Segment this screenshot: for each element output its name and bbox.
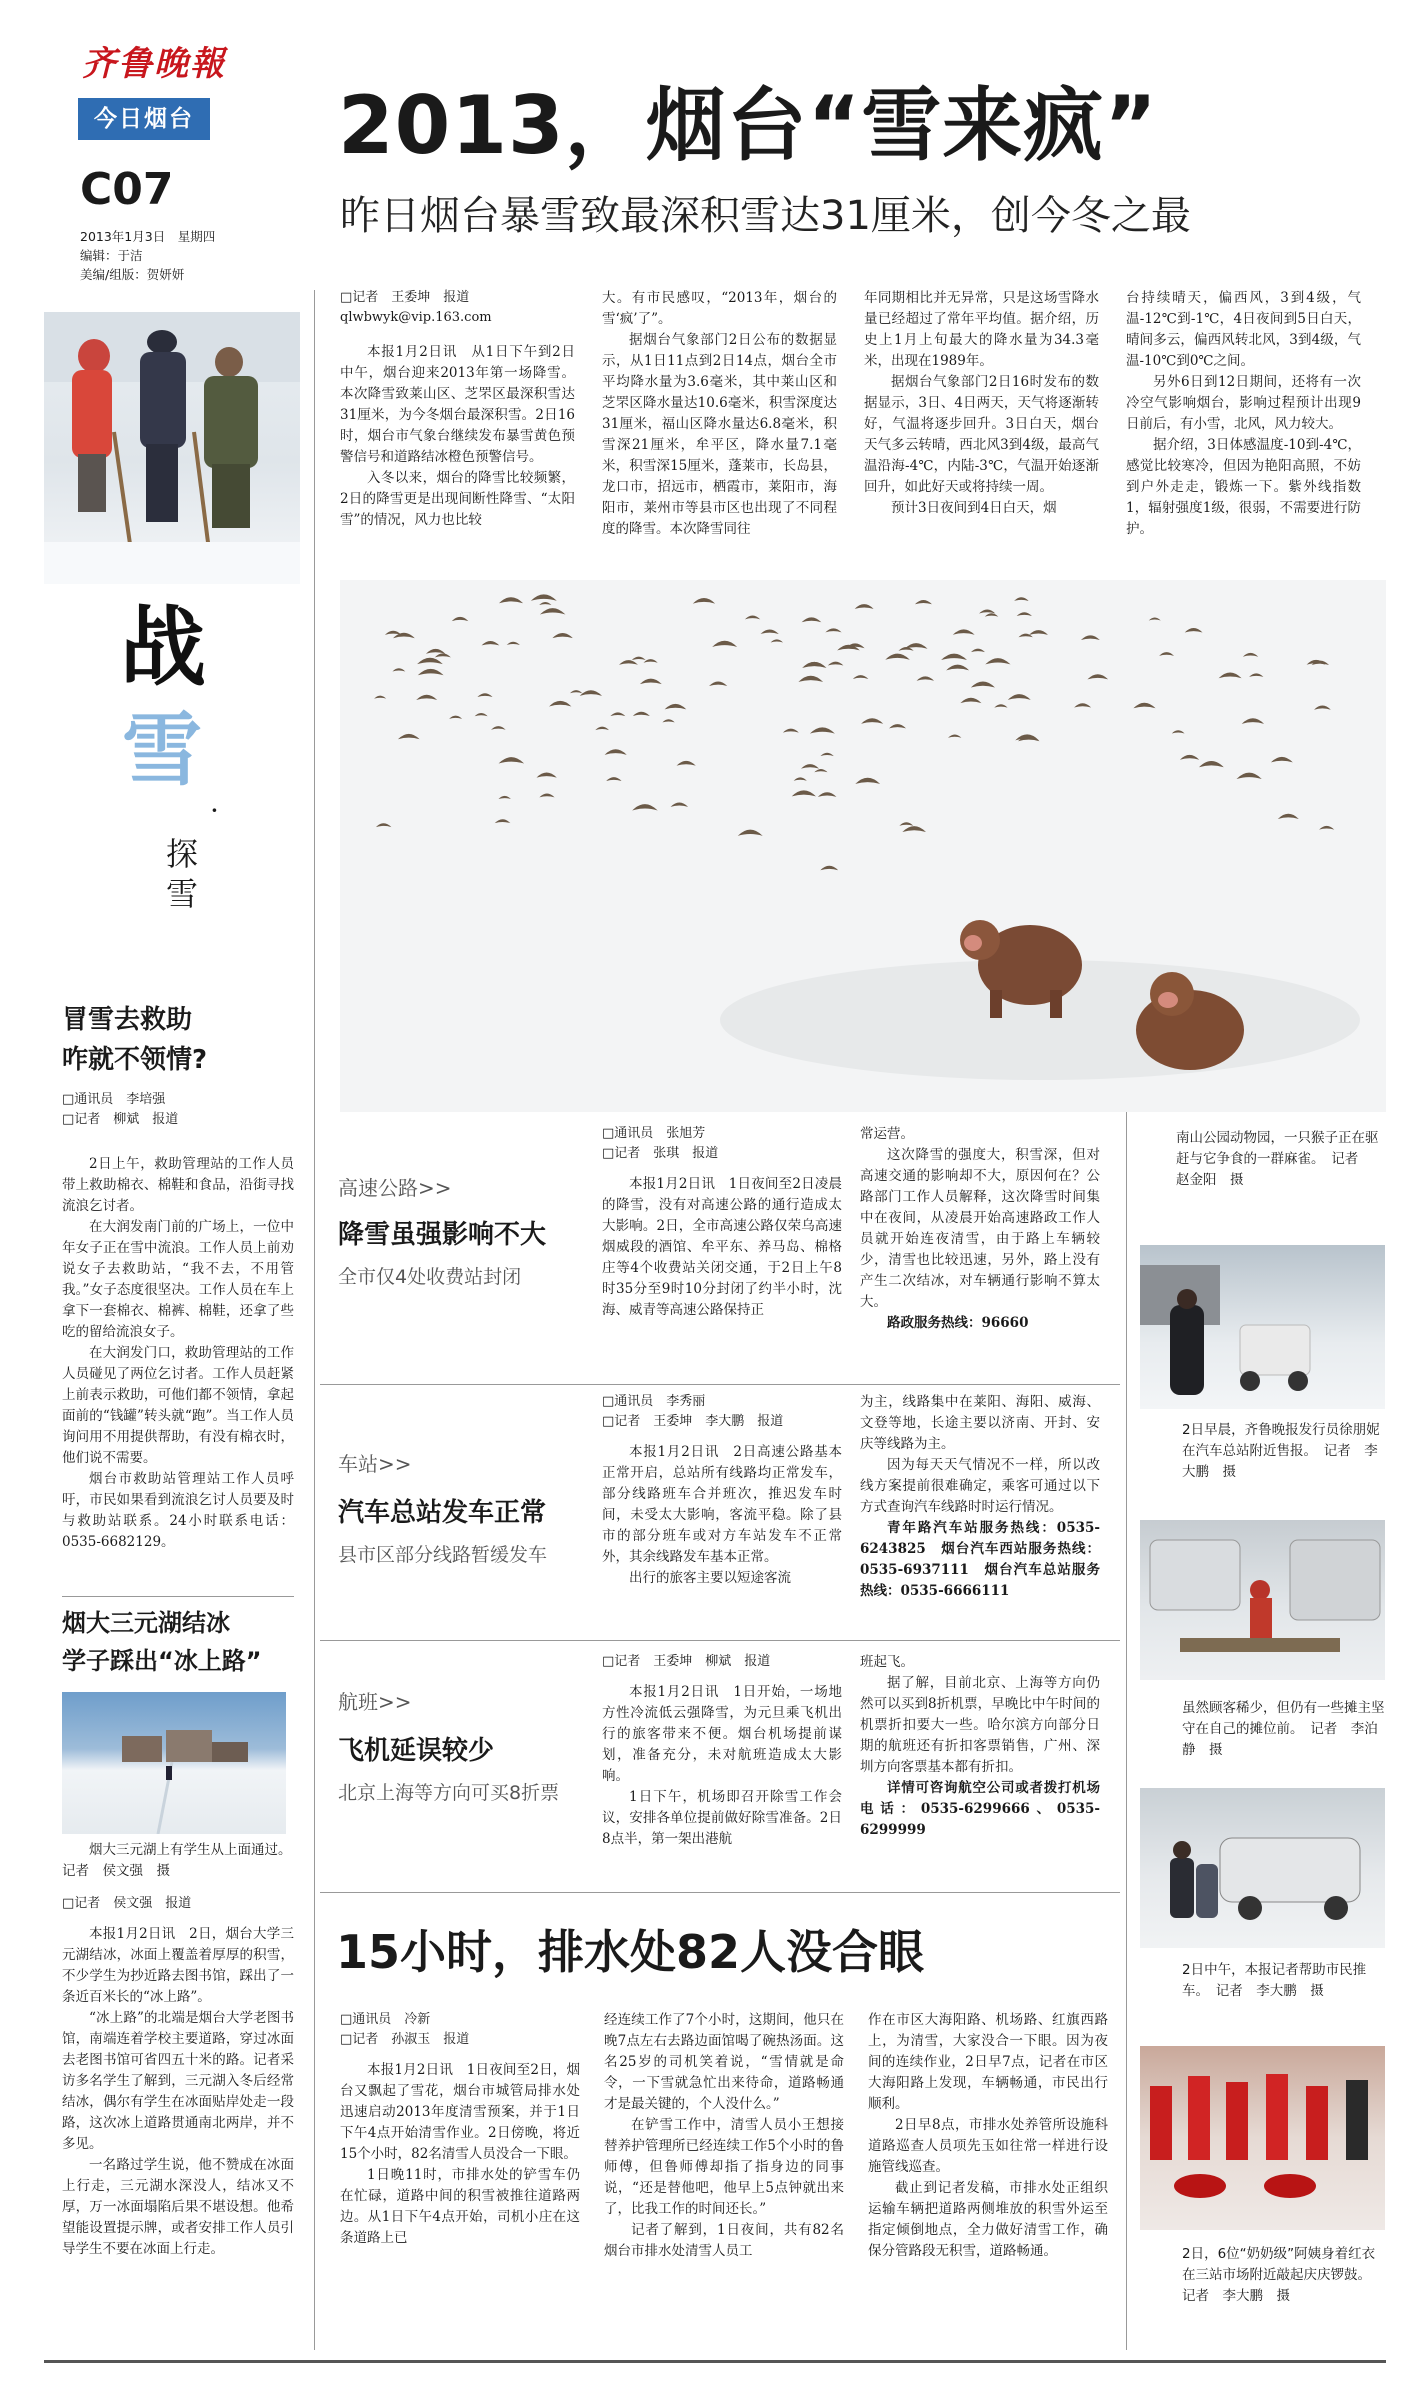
story2-para: “冰上路”的北端是烟台大学老图书馆，南端连着学校主要道路，穿过冰面去老图书馆可省四五十米的路。记者采访多名学生了解到，三元湖入冬后经常结冰，偶尔有学生在冰面贴岸处走一段路，这次冰上道路贯通南北两岸，并不多见。 [62, 2010, 294, 2152]
side-title-zhan: 战 [120, 598, 206, 698]
drain-para: 作在市区大海阳路、机场路、红旗西路上，为清雪，大家没合一下眼。因为夜间的连续作业，2日早7点，记者在市区大海阳路上发现，车辆畅通，市民出行顺利。 [868, 2012, 1108, 2112]
photo-caption: 2日中午，本报记者帮助市民推车。 记者 李大鹏 摄 [1182, 1962, 1367, 1999]
traffic-sub: 县市区部分线路暂缓发车 [338, 1544, 548, 1566]
left-story-1 [62, 1000, 294, 1553]
newspaper-seller-photo [1140, 1245, 1385, 1409]
side-title-xue: 雪 [122, 704, 202, 797]
page-designer: 美编/组版：贺妍妍 [80, 267, 185, 282]
drummers-photo [1140, 2046, 1385, 2230]
traffic-byline: □通讯员 张旭芳 [602, 1126, 706, 1141]
traffic-hotline: 青年路汽车站服务热线：0535-6243825 烟台汽车西站服务热线：0535-6937111 烟台汽车总站服务热线：0535-6666111 [860, 1520, 1100, 1599]
rescue-workers-photo [44, 312, 300, 584]
drain-para: 2日早8点，市排水处养管所设施科道路巡查人员项先玉如往常一样进行设施管线巡查。 [868, 2117, 1108, 2175]
photo-caption: 2日早晨，齐鲁晚报发行员徐朋妮在汽车总站附近售报。 记者 李大鹏 摄 [1182, 1422, 1380, 1480]
traffic-byline: □记者 张琪 报道 [602, 1146, 719, 1161]
story1-para: 2日上午，救助管理站的工作人员带上救助棉衣、棉鞋和食品，沿街寻找流浪乞讨者。 [62, 1156, 294, 1214]
lead-para: 入冬以来，烟台的降雪比较频繁，2日的降雪更是出现间断性降雪、“太阳雪”的情况，风力也比较 [340, 470, 575, 528]
story2-para: 一名路过学生说，他不赞成在冰面上行走，三元湖水深没人，结冰又不厚，万一冰面塌陷后果不堪设想。他希望能设置提示牌，或者安排工作人员引导学生不要在冰面上行走。 [62, 2157, 294, 2257]
traffic-label: 航班>> [338, 1690, 412, 1714]
story1-title-2: 咋就不领情? [62, 1045, 208, 1075]
page-number: C07 [80, 164, 174, 215]
traffic-byline: □记者 王委坤 李大鹏 报道 [602, 1414, 784, 1429]
traffic-para: 班起飞。 [860, 1654, 914, 1670]
traffic-byline: □通讯员 李秀丽 [602, 1394, 706, 1409]
drain-col-2 [604, 2010, 844, 2355]
lead-email: qlwbwyk@vip.163.com [340, 310, 492, 325]
traffic-para: 本报1月2日讯 2日高速公路基本正常开启，总站所有线路均正常发车，部分线路班车合并班次，推迟发车时间，未受太大影响，客流平稳。除了县市的部分班车或对方车站发车不正常外，其余线路发车基本正常。 [602, 1444, 842, 1565]
traffic-para: 本报1月2日讯 1日开始，一场地方性冷流低云强降雪，为元旦乘飞机出行的旅客带来不便。烟台机场提前谋划，准备充分，未对航班造成太大影响。 [602, 1684, 842, 1784]
side-title-tan: 探 [166, 835, 199, 873]
left-story-2 [62, 1604, 299, 2260]
photo-caption: 南山公园动物园，一只猴子正在驱赶与它争食的一群麻雀。 记者 赵金阳 摄 [1176, 1130, 1379, 1188]
traffic-title: 飞机延误较少 [338, 1736, 495, 1766]
traffic-title: 汽车总站发车正常 [338, 1498, 547, 1528]
right-photo-1 [1140, 1112, 1385, 1242]
right-photo-4-caption-box [1140, 1956, 1385, 2036]
drain-para: 本报1月2日讯 1日夜间至2日，烟台又飘起了雪花，烟台市城管局排水处迅速启动2013年度清雪预案，并于1日下午4点开始清雪作业。2日傍晚，将近15个小时，82名清雪人员没合一下眼。 [340, 2062, 580, 2162]
right-photo-5-caption-box [1140, 2240, 1385, 2350]
drain-divider [320, 1892, 1120, 1893]
story2-byline: □记者 侯文强 报道 [62, 1896, 192, 1911]
section-badge: 今日烟台 [78, 98, 210, 140]
drain-byline: □通讯员 冷新 [340, 2012, 431, 2027]
lead-para: 据介绍，3日体感温度-10到-4℃，感觉比较寒冷，但因为艳阳高照，不妨到户外走走，锻炼一下。紫外线指数1，辐射强度1级，很弱，不需要进行防护。 [1126, 437, 1361, 537]
page-editor: 编辑：于洁 [80, 248, 143, 263]
story1-para: 烟台市救助站管理站工作人员呼吁，市民如果看到流浪乞讨人员要及时与救助站联系。24小时联系电话：0535-6682129。 [62, 1471, 294, 1550]
drain-title: 15小时，排水处82人没合眼 [336, 1925, 925, 1979]
traffic-byline: □记者 王委坤 柳斌 报道 [602, 1654, 771, 1669]
main-subtitle: 昨日烟台暴雪致最深积雪达31厘米，创今冬之最 [340, 193, 1191, 239]
traffic-para: 出行的旅客主要以短途客流 [629, 1570, 791, 1586]
lead-para: 大。有市民感叹，“2013年，烟台的雪‘疯’了”。 [602, 290, 837, 327]
traffic-title: 降雪虽强影响不大 [338, 1220, 547, 1250]
drain-para: 1日晚11时，市排水处的铲雪车仍在忙碌，道路中间的积雪被推往道路两边。从1日下午4点开始，司机小庄在这条道路上已 [340, 2167, 580, 2246]
story2-para: 本报1月2日讯 2日，烟台大学三元湖结冰，冰面上覆盖着厚厚的积雪，不少学生为抄近路去图书馆，踩出了一条近百米长的“冰上路”。 [62, 1926, 294, 2005]
traffic-hotline: 路政服务热线：96660 [887, 1315, 1029, 1331]
traffic-section-1 [320, 1124, 1120, 1376]
story1-byline-1: □通讯员 李培强 [62, 1092, 166, 1107]
drain-para: 截止到记者发稿，市排水处正组织运输车辆把道路两侧堆放的积雪外运至指定倾倒地点，全力做好清雪工作，确保分管路段无积雪，道路畅通。 [868, 2180, 1108, 2259]
frozen-lake-photo [62, 1692, 286, 1834]
traffic-para: 为主，线路集中在莱阳、海阳、威海、文登等地，长途主要以济南、开封、安庆等线路为主。 [860, 1394, 1100, 1452]
lead-col-4 [1126, 288, 1361, 560]
photo-caption: 2日，6位“奶奶级”阿姨身着红衣在三站市场附近敲起庆庆锣鼓。 记者 李大鹏 摄 [1182, 2246, 1378, 2304]
bottom-rule [44, 2360, 1386, 2363]
traffic-para: 本报1月2日讯 1日夜间至2日凌晨的降雪，没有对高速公路的通行造成太大影响。2日，全市高速公路仅荣乌高速烟威段的酒馆、牟平东、养马岛、棉格庄等4个收费站关闭交通，于2日上午8时35分至9时10分封闭了约半小时，沈海、威青等高速公路保持正 [602, 1176, 842, 1318]
traffic-sub: 北京上海等方向可买8折票 [338, 1782, 560, 1804]
side-title-dot: · [210, 794, 219, 827]
lead-byline: □记者 王委坤 报道 [340, 290, 470, 305]
story1-title-1: 冒雪去救助 [62, 1005, 193, 1035]
drain-para: 记者了解到，1日夜间，共有82名烟台市排水处清雪人员工 [604, 2222, 844, 2259]
column-divider [314, 290, 315, 2350]
traffic-section-3 [320, 1652, 1120, 1886]
traffic-hotline: 详情可咨询航空公司或者拨打机场电话：0535-6299666、0535-6299999 [860, 1780, 1100, 1838]
side-title-xue2: 雪 [166, 875, 199, 913]
monkey-sparrows-photo [340, 580, 1386, 1112]
drain-para: 经连续工作了7个小时，这期间，他只在晚7点左右去路边面馆喝了碗热汤面。这名25岁的司机笑着说，“雪情就是命令，一下雪就急忙出来待命，道路畅通才是最关键的，个人没什么。” [604, 2012, 844, 2112]
traffic-para: 1日下午，机场即召开除雪工作会议，安排各单位提前做好除雪准备。2日8点半，第一架出港航 [602, 1789, 842, 1847]
lead-col-3 [864, 288, 1099, 560]
traffic-label: 车站>> [338, 1452, 412, 1476]
story1-para: 在大润发门口，救助管理站的工作人员碰见了两位乞讨者。工作人员赶紧上前表示救助，可他们都不领情，拿起面前的“钱罐”转头就“跑”。当工作人员询问用不用提供帮助，有没有棉衣时，他们说不需要。 [62, 1345, 294, 1466]
traffic-para: 因为每天天气情况不一样，所以改线方案提前很难确定，乘客可通过以下方式查询汽车线路时时运行情况。 [860, 1457, 1100, 1515]
page-date: 2013年1月3日 星期四 [80, 229, 216, 244]
lead-col-2 [602, 288, 837, 560]
right-photo-3-caption-box [1140, 1694, 1385, 1784]
right-photo-2-caption-box [1140, 1416, 1385, 1516]
lead-para: 据烟台气象部门2日16时发布的数据显示，3日、4日两天，天气将逐渐转好，气温将逐步回升。3日白天，烟台天气多云转晴，西北风3到4级，最高气温沿海-4℃，内陆-3℃，气温开始逐渐回升，如此好天或将持续一周。 [864, 374, 1099, 495]
story1-byline-2: □记者 柳斌 报道 [62, 1112, 179, 1127]
masthead-name: 齐鲁晚報 [82, 44, 226, 84]
story1-para: 在大润发南门前的广场上，一位中年女子正在雪中流浪。工作人员上前劝说女子去救助站，“我不去，不用管我。”女子态度很坚决。工作人员在车上拿下一套棉衣、棉裤、棉鞋，还拿了些吃的留给流浪女子。 [62, 1219, 294, 1340]
lead-col-1 [340, 288, 575, 560]
traffic-section-2 [320, 1392, 1120, 1634]
traffic-divider [320, 1640, 1120, 1641]
traffic-divider [320, 1384, 1120, 1385]
lead-para: 另外6日到12日期间，还将有一次冷空气影响烟台，影响过程预计出现9日前后，有小雪，北风，风力较大。 [1126, 374, 1361, 432]
drain-byline: □记者 孙淑玉 报道 [340, 2032, 470, 2047]
drain-para: 在铲雪工作中，清雪人员小王想接替养护管理所已经连续工作5个小时的鲁师傅，但鲁师傅却指了指身边的同事说，“还是替他吧，他早上5点钟就出来了，比我工作的时间还长。” [604, 2117, 844, 2217]
main-headline: 2013，烟台“雪来疯” [338, 79, 1158, 172]
story2-title-1: 烟大三元湖结冰 [62, 1609, 230, 1637]
masthead-logo [82, 36, 282, 86]
traffic-para: 常运营。 [860, 1126, 914, 1142]
lead-para: 台持续晴天，偏西风，3到4级，气温-12℃到-1℃，4日夜间到5日白天，晴间多云，偏西风转北风，3到4级，气温-10℃到0℃之间。 [1126, 290, 1361, 369]
lead-para: 预计3日夜间到4日白天，烟 [891, 500, 1057, 516]
lead-para: 年同期相比并无异常，只是这场雪降水量已经超过了常年平均值。据介绍，历史上1月上旬最大的降水量为34.3毫米，出现在1989年。 [864, 290, 1099, 369]
right-column-divider [1126, 1112, 1127, 2350]
traffic-label: 高速公路>> [338, 1176, 452, 1200]
lake-photo-caption: 烟大三元湖上有学生从上面通过。 记者 侯文强 摄 [62, 1842, 299, 1879]
photo-caption: 虽然顾客稀少，但仍有一些摊主坚守在自己的摊位前。 记者 李泊静 摄 [1182, 1700, 1385, 1758]
side-title [86, 600, 246, 980]
lead-para: 据烟台气象部门2日公布的数据显示，从1日11点到2日14点，烟台全市平均降水量为3.6毫米，其中莱山区和芝罘区降水量达10.6毫米，积雪深度达31厘米，福山区降水量达6.8毫米，积雪深21厘米，牟平区，降水量7.1毫米，积雪深15厘米，蓬莱市，长岛县，龙口市，招远市，栖霞市，莱阳市，海阳市，莱州市等县市区也出现了不同程度的降雪。本次降雪同往 [602, 332, 837, 537]
traffic-para: 据了解，目前北京、上海等方向仍然可以买到8折机票，早晚比中午时间的机票折扣要大一些。哈尔滨方向部分日期的航班还有折扣客票销售，广州、深圳方向客票基本都有折扣。 [860, 1675, 1100, 1775]
lead-para: 本报1月2日讯 从1日下午到2日中午，烟台迎来2013年第一场降雪。本次降雪致莱山区、芝罘区最深积雪达31厘米，为今冬烟台最深积雪。2日16时，烟台市气象台继续发布暴雪黄色预警信号和道路结冰橙色预警信号。 [340, 344, 575, 465]
drain-col-3 [868, 2010, 1108, 2355]
pushing-car-photo [1140, 1788, 1385, 1948]
market-stall-photo [1140, 1520, 1385, 1680]
drain-col-1 [340, 2010, 580, 2355]
traffic-sub: 全市仅4处收费站封闭 [338, 1266, 522, 1288]
story2-title-2: 学子踩出“冰上路” [62, 1647, 262, 1675]
traffic-para: 这次降雪的强度大，积雪深，但对高速交通的影响却不大，原因何在？公路部门工作人员解释，这次降雪时间集中在夜间，从凌晨开始高速路政工作人员就开始连夜清雪，由于路上车辆较少，清雪也比较迅速，另外，路上没有产生二次结冰，对车辆通行影响不算太大。 [860, 1147, 1100, 1310]
left-divider [62, 1596, 294, 1597]
